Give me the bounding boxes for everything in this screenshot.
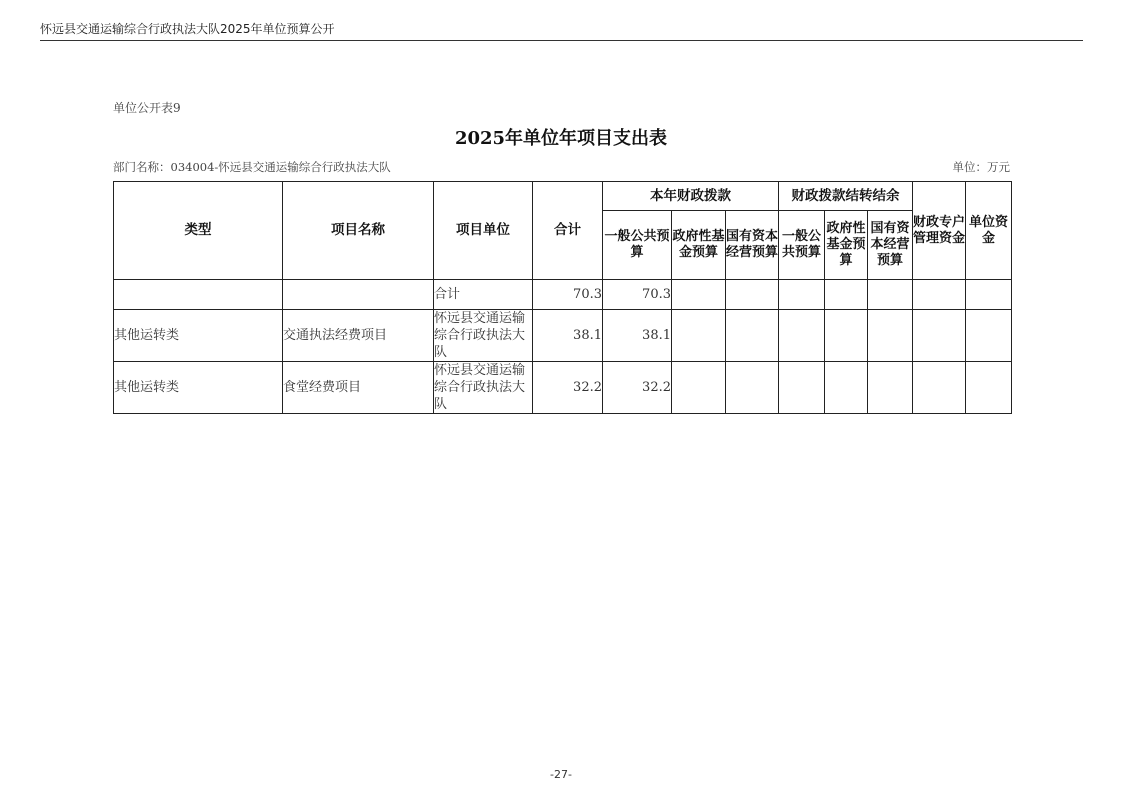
header-carryover-balance: 财政拨款结转结余 [779,182,913,211]
cell-co-general [779,310,825,362]
header-current-year-appropriation: 本年财政拨款 [603,182,779,211]
cell-co-gov-fund [825,280,868,310]
cell-co-state-capital [868,280,913,310]
header-unit-fund: 单位资金 [966,182,1012,280]
cell-unit-fund [966,280,1012,310]
header-special-account-fund: 财政专户管理资金 [913,182,966,280]
cell-total: 38.1 [533,310,603,362]
header-total: 合计 [533,182,603,280]
cell-cy-gov-fund [672,280,726,310]
header-co-gov-fund-budget: 政府性基金预算 [825,211,868,280]
project-expenditure-table [113,181,1012,414]
header-type: 类型 [114,182,283,280]
cell-cy-state-capital [726,280,779,310]
header-cy-general-budget: 一般公共预算 [603,211,672,280]
document-header: 怀远县交通运输综合行政执法大队2025年单位预算公开 [40,18,1083,41]
cell-project-unit: 合计 [434,280,533,310]
cell-cy-state-capital [726,362,779,414]
cell-project-unit: 怀远县交通运输综合行政执法大队 [434,310,533,362]
header-project-unit: 项目单位 [434,182,533,280]
cell-cy-general: 32.2 [603,362,672,414]
table-title: 2025年单位年项目支出表 [454,128,668,149]
cell-type: 其他运转类 [114,362,283,414]
cell-project-unit: 怀远县交通运输综合行政执法大队 [434,362,533,414]
cell-type [114,280,283,310]
header-cy-state-capital-budget: 国有资本经营预算 [726,211,779,280]
cell-cy-gov-fund [672,362,726,414]
header-project-name: 项目名称 [283,182,434,280]
cell-co-general [779,362,825,414]
cell-project-name [283,280,434,310]
cell-co-state-capital [868,310,913,362]
cell-special-fund [913,310,966,362]
header-cy-gov-fund-budget: 政府性基金预算 [672,211,726,280]
table-row-total [114,280,1012,310]
table-row [114,310,1012,362]
page-number: -27- [550,768,572,781]
cell-type: 其他运转类 [114,310,283,362]
cell-total: 32.2 [533,362,603,414]
cell-cy-general: 70.3 [603,280,672,310]
cell-cy-state-capital [726,310,779,362]
cell-project-name: 交通执法经费项目 [283,310,434,362]
cell-co-state-capital [868,362,913,414]
cell-co-gov-fund [825,362,868,414]
cell-co-general [779,280,825,310]
cell-project-name: 食堂经费项目 [283,362,434,414]
header-co-general-budget: 一般公共预算 [779,211,825,280]
cell-cy-gov-fund [672,310,726,362]
cell-unit-fund [966,362,1012,414]
cell-special-fund [913,280,966,310]
currency-unit: 单位：万元 [952,160,1010,174]
department-name: 部门名称：034004-怀远县交通运输综合行政执法大队 [113,160,391,174]
header-co-state-capital-budget: 国有资本经营预算 [868,211,913,280]
cell-total: 70.3 [533,280,603,310]
cell-special-fund [913,362,966,414]
cell-cy-general: 38.1 [603,310,672,362]
cell-unit-fund [966,310,1012,362]
cell-co-gov-fund [825,310,868,362]
form-number: 单位公开表9 [113,101,181,115]
table-row [114,362,1012,414]
